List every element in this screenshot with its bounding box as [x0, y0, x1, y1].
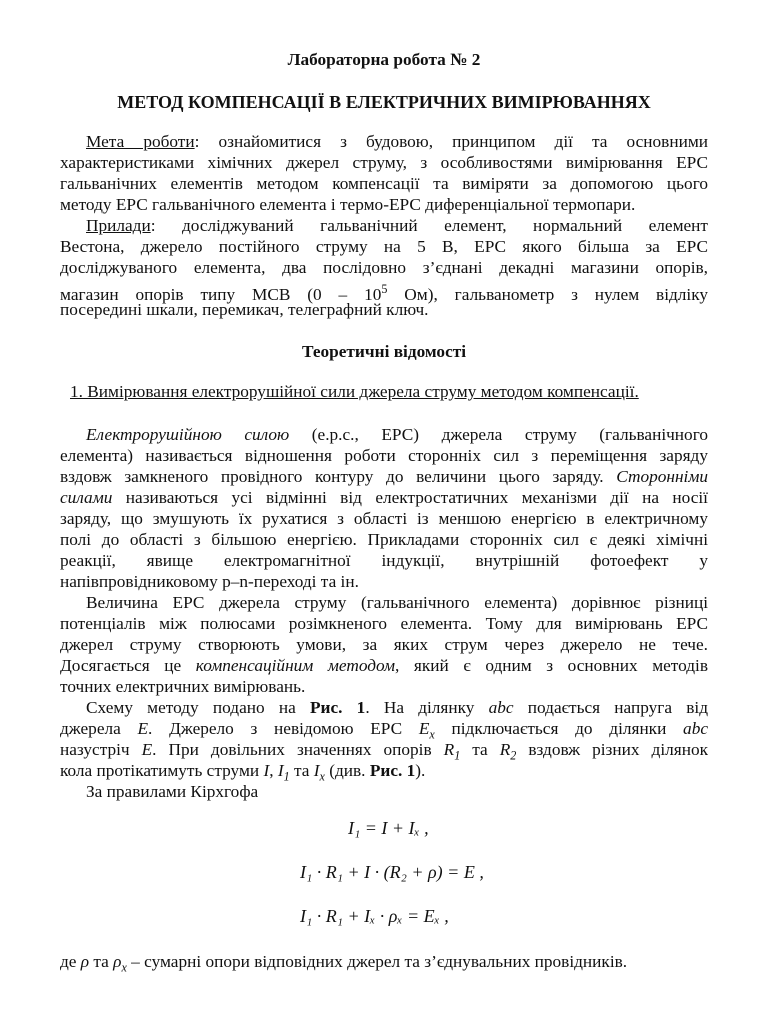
main-title: МЕТОД КОМПЕНСАЦІЇ В ЕЛЕКТРИЧНИХ ВИМІРЮВАННЯХ: [117, 92, 651, 112]
para-text: , який є одним з основних методів: [395, 656, 708, 675]
term-forces: силами: [60, 488, 113, 507]
footer-line: [60, 952, 627, 977]
theory-heading: Теоретичні відомості: [301, 342, 467, 361]
purpose-line-3: гальванічних елементів методом компенсації та виміряти за допомогою цього: [60, 174, 708, 193]
para2-line-5: точних електричних вимірювань.: [60, 677, 306, 696]
devices-label: Прилади: [86, 216, 151, 235]
para2-line-4: [60, 656, 708, 676]
math-abc: abc: [488, 698, 514, 717]
math-E: E: [137, 719, 149, 738]
purpose-label: Мета роботи: [86, 132, 195, 151]
lab-title: Лабораторна робота № 2: [287, 50, 481, 69]
equation-3: I₁ · R₁ + Iₓ · ρₓ = Eₓ ,: [300, 906, 449, 926]
para-text: де: [60, 952, 81, 971]
para2-line-1: Величина ЕРС джерела струму (гальванічного елемента) дорівнює різниці: [86, 593, 708, 612]
para-text: називаються усі відмінні від електростатичних механізми дії на носії: [112, 488, 708, 507]
para-text: джерела: [60, 719, 138, 738]
para-text: . При довільних значеннях опорів: [152, 740, 444, 759]
para3-line-1: [60, 698, 708, 718]
para-text: ).: [415, 761, 426, 780]
para-text: вздовж різних ділянок: [516, 740, 708, 759]
math-I: I: [263, 761, 270, 780]
figure-ref: Рис. 1: [309, 698, 366, 717]
math-subscript: 1: [283, 769, 290, 784]
math-subscript: 2: [510, 748, 517, 763]
devices-line-1: [60, 216, 708, 236]
para-text: та: [289, 761, 314, 780]
devices-text: Ом), гальванометр з нулем відліку: [387, 284, 708, 304]
figure-ref: Рис. 1: [369, 761, 416, 780]
math-subscript: x: [121, 960, 127, 975]
exponent: 5: [381, 282, 388, 296]
devices-line-5: посередині шкали, перемикач, телеграфний ключ.: [60, 300, 429, 319]
term-external: Сторонніми: [616, 467, 708, 486]
math-R2: R: [499, 740, 511, 759]
para1-line-7: реакції, явище електромагнітної індукції, внутрішній фотоефект у: [60, 551, 708, 570]
term-emf: Електрорушійною силою: [86, 425, 290, 444]
math-Ex: E: [418, 719, 430, 738]
para1-line-3: [60, 467, 708, 487]
para-text: та: [89, 952, 114, 971]
devices-text: магазин опорів типу МСВ (0 – 10: [60, 284, 382, 304]
para-text: подається напруга від: [513, 698, 708, 717]
kirchhoff-intro: За правилами Кірхгофа: [86, 782, 259, 801]
purpose-line-1: [60, 132, 708, 152]
para-text: Схему методу подано на: [86, 698, 310, 717]
devices-line-2: Вестона, джерело постійного струму на 5 В, ЕРС якого більша за ЕРС: [60, 237, 708, 256]
para-text: назустріч: [60, 740, 142, 759]
math-R1: R: [443, 740, 455, 759]
math-abc: abc: [683, 719, 708, 738]
equation-2: I₁ · R₁ + I · (R₂ + ρ) = E ,: [300, 862, 484, 882]
purpose-line-2: характеристиками хімічних джерел струму, з особливостями вимірювання ЕРС: [60, 153, 708, 172]
para1-line-2: елемента) називається відношення роботи сторонніх сил з переміщення заряду: [60, 446, 708, 465]
para-text: Досягається це: [60, 656, 196, 675]
para-text: – сумарні опори відповідних джерел та з’єднувальних провідників.: [126, 952, 628, 971]
para1-line-6: полі до області з більшою енергією. Прикладами сторонніх сил є деякі хімічні: [60, 530, 708, 549]
equation-1: I₁ = I + Iₓ ,: [348, 818, 429, 838]
para1-line-4: [60, 488, 708, 508]
math-Ix: I: [313, 761, 320, 780]
math-subscript: x: [319, 769, 325, 784]
math-subscript: 1: [454, 748, 461, 763]
para-text: підключається до ділянки: [434, 719, 684, 738]
para-text: кола протікатимуть струми: [60, 761, 264, 780]
math-E: E: [141, 740, 153, 759]
para2-line-2: потенціалів між полюсами розімкненого елемента. Тому для вимірювань ЕРС: [60, 614, 708, 633]
purpose-line-4: методу ЕРС гальванічного елемента і термо-ЕРС диференціальної термопари.: [60, 195, 636, 214]
para-text: . На ділянку: [365, 698, 489, 717]
para-text: (е.р.с., ЕРС) джерела струму (гальванічного: [289, 425, 708, 444]
para-text: . Джерело з невідомою ЕРС: [148, 719, 419, 738]
section-1-heading: 1. Вимірювання електрорушійної сили джерела струму методом компенсації.: [70, 382, 639, 401]
para-text: ,: [269, 761, 278, 780]
para1-line-8: напівпровідниковому p–n-переході та ін.: [60, 572, 359, 591]
math-subscript: x: [429, 727, 435, 742]
term-compensation: компенсаційним методом: [195, 656, 396, 675]
para-text: та: [460, 740, 500, 759]
para-text: (див.: [324, 761, 370, 780]
math-I1: I: [277, 761, 284, 780]
para2-line-3: джерел струму створюють умови, за яких струм через джерело не тече.: [60, 635, 708, 654]
devices-line-3: досліджуваного елемента, два послідовно з’єднані декадні магазини опорів,: [60, 258, 708, 277]
purpose-text: : ознайомитися з будовою, принципом дії та основними: [194, 132, 708, 151]
para1-line-5: заряду, що змушують їх рухатися з області із меншою енергією в електричному: [60, 509, 708, 528]
para-text: вздовж замкненого провідного контуру до величини цього заряду.: [60, 467, 617, 486]
devices-text: : досліджуваний гальванічний елемент, нормальний елемент: [150, 216, 708, 235]
math-rho: ρ: [80, 952, 90, 971]
math-rho-x: ρ: [113, 952, 122, 971]
para1-line-1: [60, 425, 708, 445]
